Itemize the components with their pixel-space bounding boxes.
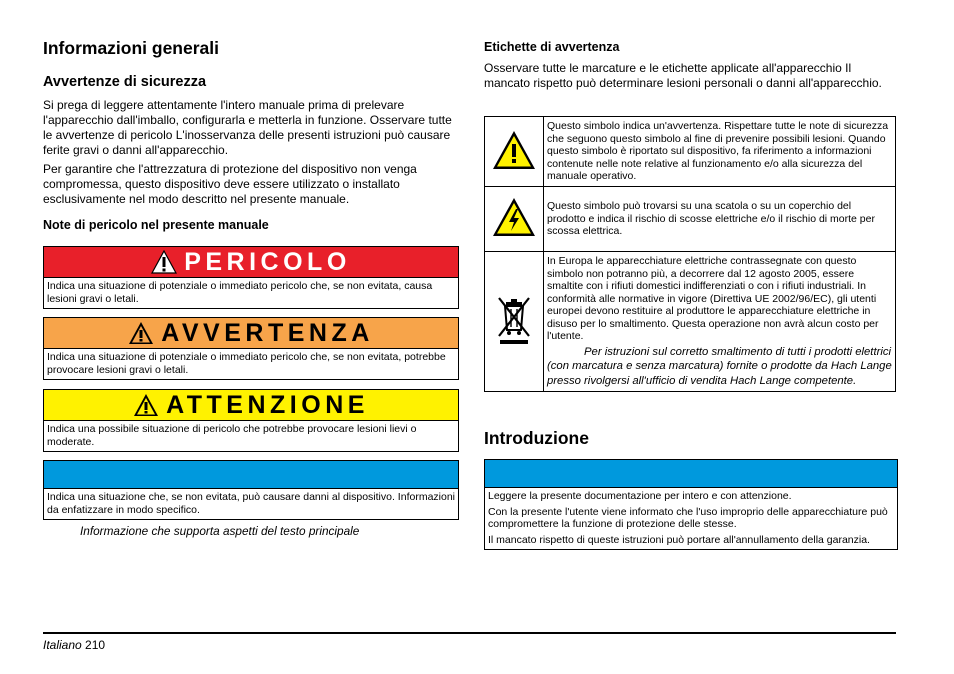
page-number: 210 <box>85 638 106 652</box>
avviso-description: Indica una situazione che, se non evitata, può causare danni al dispositivo. Informazioni da enfatizzare in modo specifico. <box>44 488 458 519</box>
avviso-bar <box>44 461 458 488</box>
weee-text: In Europa le apparecchiature elettriche contrassegnate con questo simbolo non potranno più, a decorrere dal 12 agosto 2005, essere smaltite con i rifiuti domestici indifferenziati o con i rifiuti industriali. In conformità alle normative in vigore (Direttiva UE 2002/96/EC), gli utenti europei devono restituire al produttore le apparecchiature elettriche in disuso per lo smaltimento. Questa operazione non avrà alcun costo per l'utente. <box>547 255 879 342</box>
pericolo-box <box>43 246 459 309</box>
symbol-description <box>544 252 896 392</box>
intro-notice-body <box>485 487 897 549</box>
intro-notice-box <box>484 459 898 550</box>
footer-language: Italiano <box>43 638 82 652</box>
hazard-notes-heading: Note di pericolo nel presente manuale <box>43 218 269 232</box>
safety-paragraph-1: Si prega di leggere attentamente l'intero manuale prima di prelevare l'apparecchio dall'imballo, configurarla e metterla in funzione. Osservare tutte le avvertenze di pericolo L'inosservanza delle presenti istruzioni può causare ferite gravi o danni all'apparecchio. <box>43 98 452 157</box>
warning-triangle-icon <box>151 250 177 274</box>
intro-notice-bar <box>485 460 897 487</box>
weee-italic-text: Per istruzioni sul corretto smaltimento di tutti i prodotti elettrici (con marcatura e senza marcatura) fornite o prodotte da Hach Lange presso rivolgersi all'ufficio di vendita Hach Lange competente. <box>547 345 892 387</box>
attenzione-word: ATTENZIONE <box>166 390 369 419</box>
warning-triangle-icon <box>128 321 154 345</box>
attenzione-bar <box>44 390 458 420</box>
symbol-icon-cell <box>485 187 544 252</box>
pericolo-word: PERICOLO <box>184 247 351 276</box>
weee-crossed-bin-icon <box>494 294 534 346</box>
avvertenza-word: AVVERTENZA <box>161 318 374 347</box>
symbol-description: Questo simbolo indica un'avvertenza. Rispettare tutte le note di sicurezza che seguono questo simbolo al fine di prevenire possibili lesioni. Quando questo simbolo è riportato sul dispositivo, fa riferimento a informazioni contenute nelle note relative al funzionamento e/o alla sicurezza del manuale operativo. <box>544 117 896 187</box>
safety-paragraph-2: Per garantire che l'attrezzatura di protezione del dispositivo non venga compromessa, questo dispositivo deve essere utilizzato o installato esclusivamente nel modo descritto nel presente manuale. <box>43 162 417 206</box>
intro-line: Con la presente l'utente viene informato che l'uso improprio delle apparecchiature può compromettere la funzione di protezione delle stesse. <box>488 505 888 530</box>
page-footer <box>43 638 105 652</box>
footer-rule <box>43 632 896 634</box>
symbol-description: Questo simbolo può trovarsi su una scatola o su un coperchio del prodotto e indica il rischio di scosse elettriche e/o il rischio di morte per scossa elettrica. <box>544 187 896 252</box>
symbol-row <box>485 252 896 392</box>
symbol-row <box>485 187 896 252</box>
attenzione-box <box>43 389 459 452</box>
labels-paragraph: Osservare tutte le marcature e le etichette applicate all'apparecchio Il mancato rispetto può determinare lesioni personali o danni all'apparecchio. <box>484 61 882 90</box>
symbol-icon-cell <box>485 252 544 392</box>
symbol-row <box>485 117 896 187</box>
electric-shock-icon <box>491 196 537 238</box>
warning-triangle-icon <box>491 129 537 171</box>
attenzione-description: Indica una possibile situazione di pericolo che potrebbe provocare lesioni lievi o moderate. <box>44 420 458 451</box>
symbols-table <box>484 116 896 392</box>
intro-heading: Introduzione <box>484 428 589 448</box>
avviso-box <box>43 460 459 520</box>
pericolo-bar <box>44 247 458 277</box>
symbol-icon-cell <box>485 117 544 187</box>
avvertenza-bar <box>44 318 458 348</box>
avvertenza-box <box>43 317 459 380</box>
warning-triangle-icon <box>133 393 159 417</box>
pericolo-description: Indica una situazione di potenziale o immediato pericolo che, se non evitata, causa lesioni gravi o letali. <box>44 277 458 308</box>
labels-heading: Etichette di avvertenza <box>484 40 620 54</box>
avvertenza-description: Indica una situazione di potenziale o immediato pericolo che, se non evitata, potrebbe provocare lesioni gravi o letali. <box>44 348 458 379</box>
intro-line: Leggere la presente documentazione per intero e con attenzione. <box>488 490 792 502</box>
intro-line: Il mancato rispetto di queste istruzioni può portare all'annullamento della garanzia. <box>488 533 870 546</box>
note-text: Informazione che supporta aspetti del testo principale <box>80 524 360 538</box>
safety-heading: Avvertenze di sicurezza <box>43 74 207 90</box>
page-title: Informazioni generali <box>43 38 219 58</box>
